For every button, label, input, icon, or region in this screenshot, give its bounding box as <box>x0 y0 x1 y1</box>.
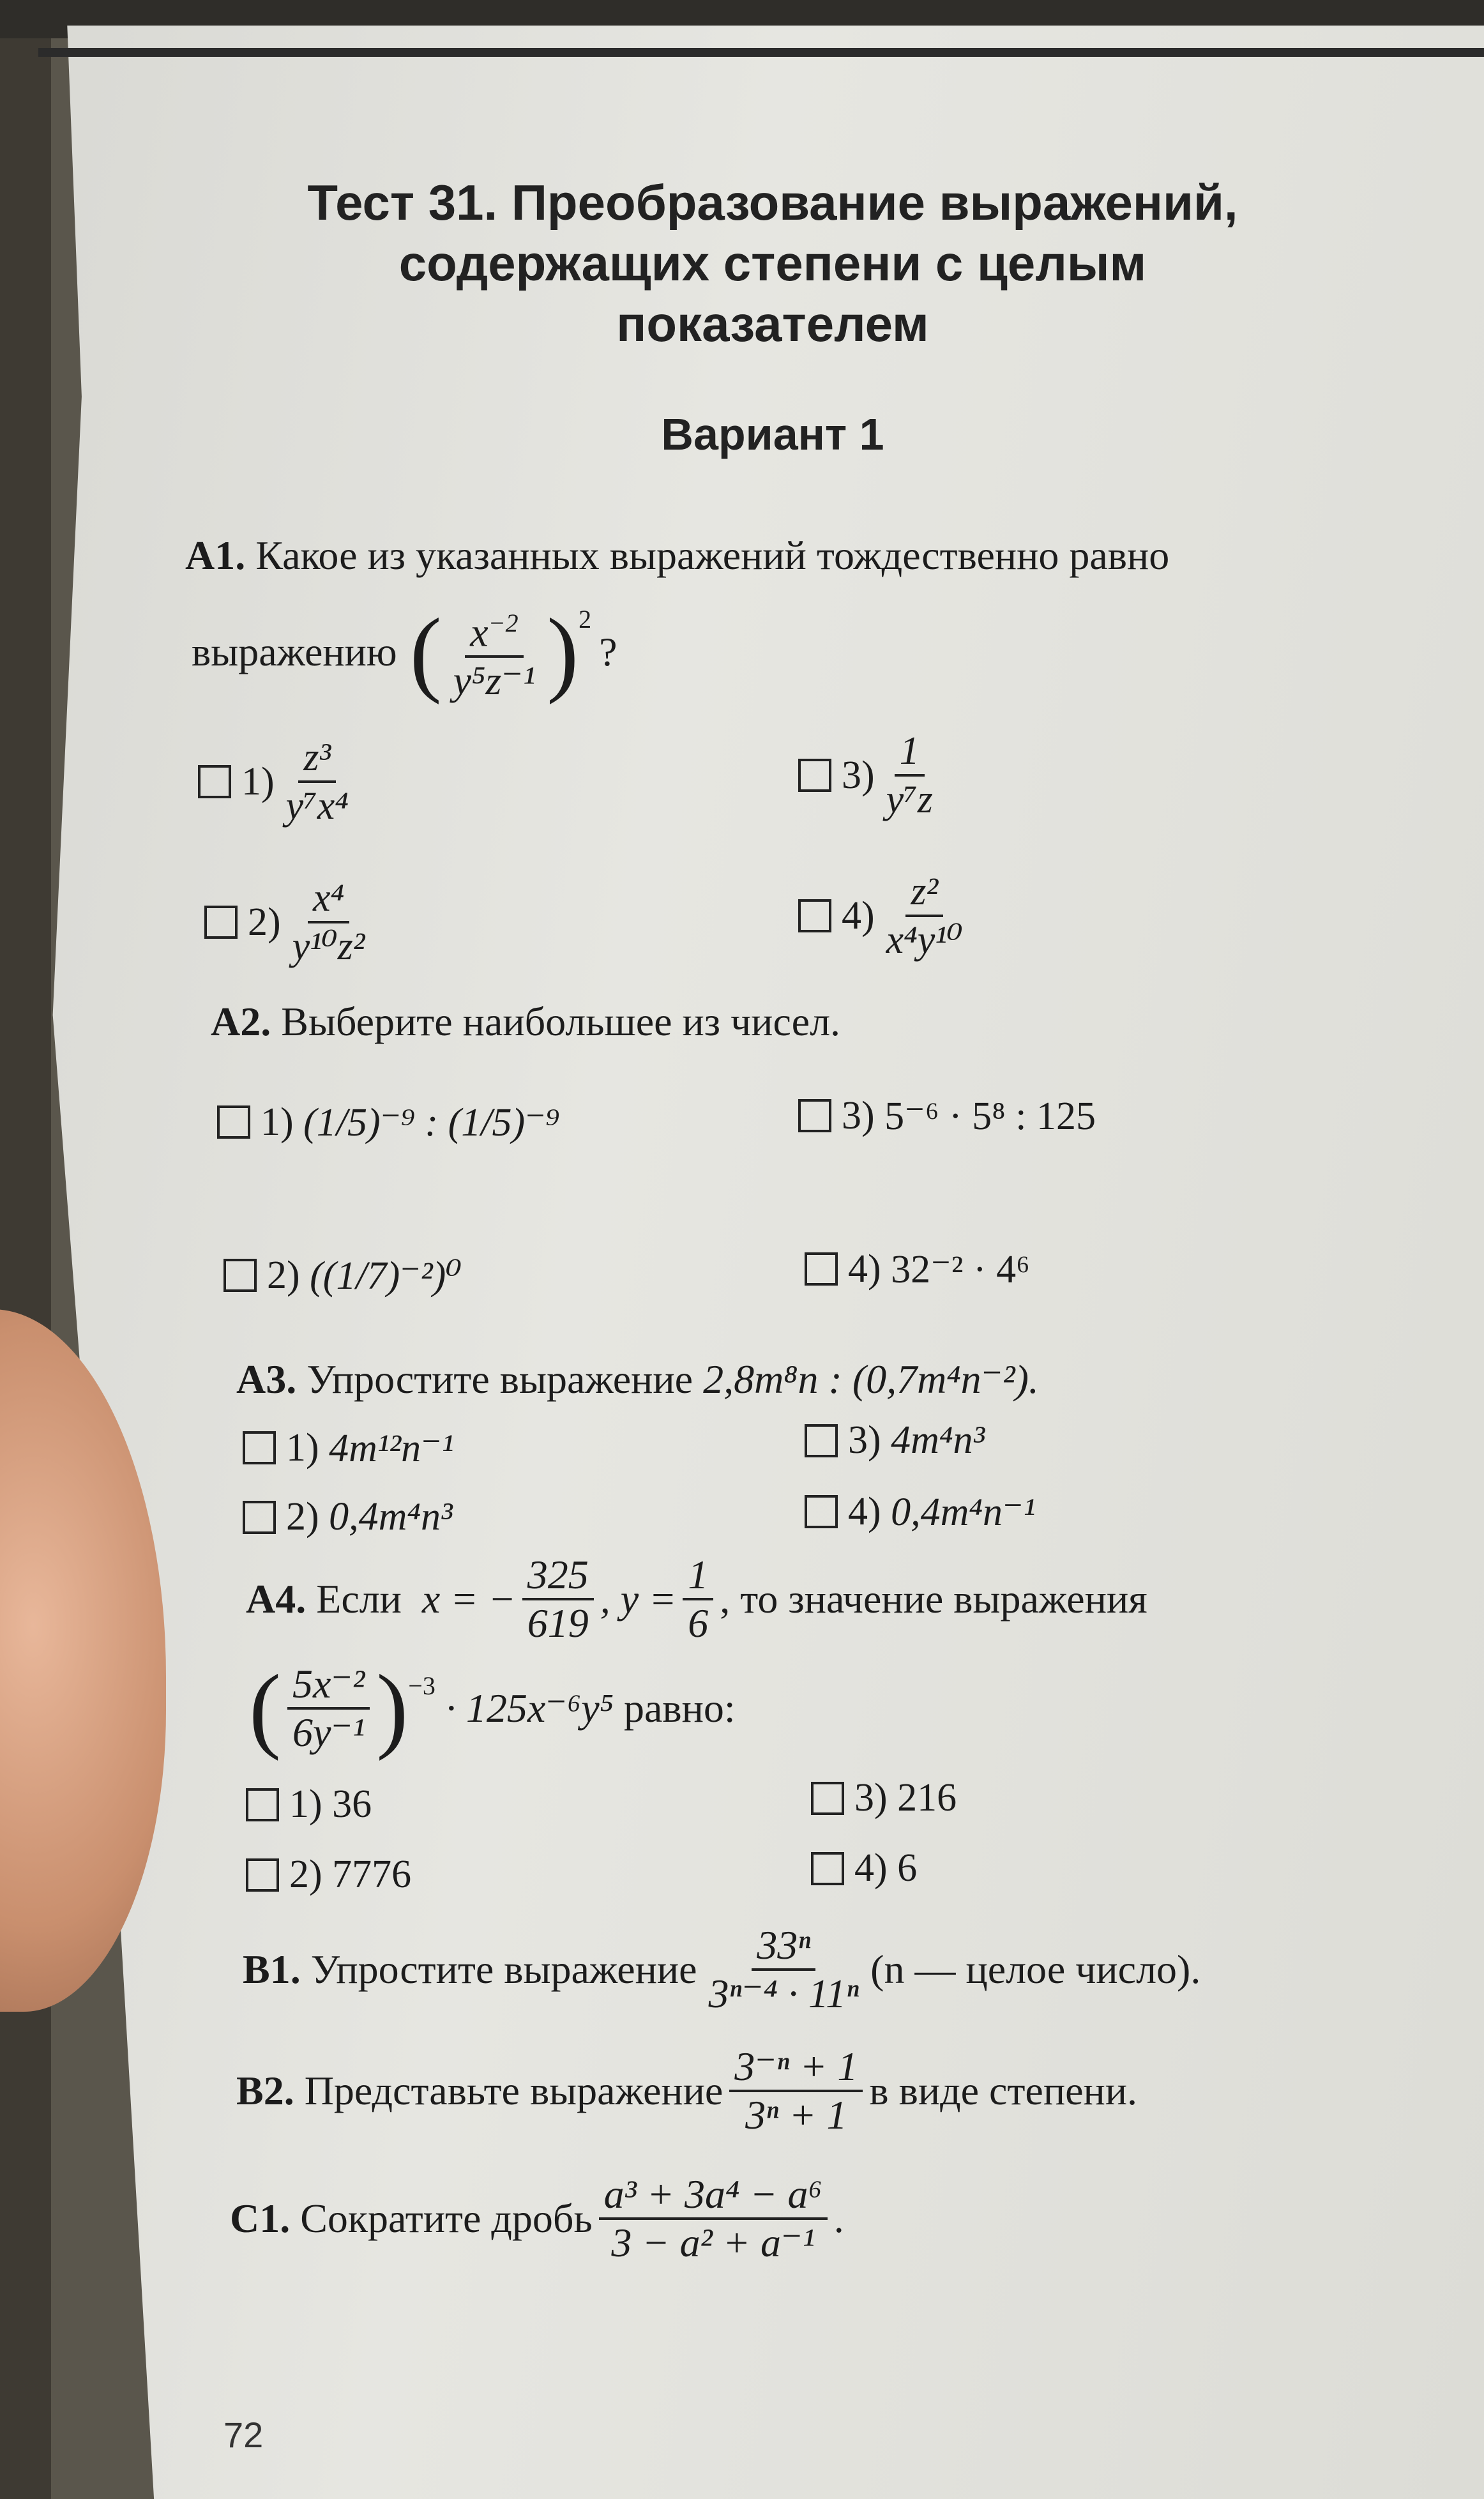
a1-expr-num-exp: −2 <box>488 609 519 637</box>
a4-expr-den: 6y⁻¹ <box>292 1710 365 1755</box>
a1-expression <box>448 600 541 704</box>
a2-option-2[interactable] <box>223 1252 462 1299</box>
option-label: 3) <box>848 1418 881 1462</box>
a1-line-1 <box>185 530 1169 581</box>
a3-option-2[interactable] <box>243 1494 453 1540</box>
option-label: 1) <box>286 1425 319 1470</box>
option-label: 2) <box>248 900 281 944</box>
a4-text-2: , то значение выражения <box>720 1576 1147 1622</box>
b2-frac-den: 3ⁿ + 1 <box>745 2092 847 2138</box>
checkbox[interactable] <box>223 1259 257 1292</box>
option-value: 6 <box>897 1846 918 1890</box>
a2-text: Выберите наибольшее из чисел. <box>281 999 840 1044</box>
option-label: 4) <box>854 1846 888 1890</box>
a4-number: A4. <box>246 1576 307 1622</box>
c1-number: C1. <box>230 2196 291 2241</box>
a4-option-2[interactable] <box>246 1852 411 1897</box>
checkbox[interactable] <box>246 1858 279 1892</box>
checkbox[interactable] <box>805 1495 838 1528</box>
option-expression: 32⁻² · 4⁶ <box>891 1248 1030 1291</box>
a4-text-1: Если <box>316 1576 402 1622</box>
a1-option-2[interactable] <box>204 875 376 969</box>
option-label: 4) <box>848 1247 881 1291</box>
option-expression: 0,4m⁴n⁻¹ <box>891 1491 1036 1534</box>
option-label: 1) <box>261 1100 294 1144</box>
a4-option-3[interactable] <box>811 1775 957 1821</box>
option-label: 1) <box>289 1782 322 1826</box>
variant-heading: Вариант 1 <box>661 409 884 459</box>
a4-option-4[interactable] <box>811 1846 917 1891</box>
a4-text-3: равно: <box>623 1685 736 1731</box>
b1-tail: (n — целое число). <box>870 1947 1201 1992</box>
a4-line-1 <box>246 1552 1147 1646</box>
b1-frac-num: 33ⁿ <box>752 1922 815 1971</box>
option-label: 4) <box>848 1489 881 1533</box>
option-label: 4) <box>842 893 875 938</box>
a1-line-2: выражению ( $\frac{x^{-2}}{\text{y⁵z⁻¹}}$ ) $^2$ ? <box>192 600 617 704</box>
a4-x-den: 619 <box>527 1600 589 1646</box>
option-den: y¹⁰z² <box>292 925 365 968</box>
b1-frac-den: 3ⁿ⁻⁴ · 11ⁿ <box>708 1971 859 2016</box>
a4-y-num: 1 <box>683 1552 713 1600</box>
checkbox[interactable] <box>805 1424 838 1457</box>
a1-option-4[interactable] <box>798 869 974 963</box>
checkbox[interactable] <box>217 1105 250 1139</box>
a1-expr-den: y⁵z⁻¹ <box>453 658 536 704</box>
a1-outer-exp: 2 <box>579 605 592 634</box>
checkbox[interactable] <box>811 1782 844 1815</box>
option-expression: 0,4m⁴n³ <box>329 1495 453 1538</box>
a4-x-label: x = − <box>421 1576 516 1622</box>
option-num: z³ <box>298 734 336 783</box>
option-expression: (1/5)⁻⁹ : (1/5)⁻⁹ <box>303 1101 560 1144</box>
option-expression: 4m⁴n³ <box>891 1418 985 1462</box>
c1-text: Сократите дробь <box>300 2196 593 2241</box>
a3-option-4[interactable] <box>805 1488 1035 1535</box>
checkbox[interactable] <box>246 1788 279 1821</box>
option-label: 3) <box>842 753 875 797</box>
b2-frac-num: 3⁻ⁿ + 1 <box>729 2044 863 2092</box>
option-den: x⁴y¹⁰ <box>886 918 963 962</box>
a1-option-3[interactable] <box>798 728 944 823</box>
c1-frac-num: a³ + 3a⁴ − a⁶ <box>599 2171 828 2220</box>
a2-option-1[interactable] <box>217 1098 559 1146</box>
option-expression: ((1/7)⁻²)⁰ <box>310 1254 462 1298</box>
a1-expr-num: x <box>470 609 488 655</box>
a3-option-3[interactable] <box>805 1418 985 1463</box>
checkbox[interactable] <box>798 1099 831 1132</box>
option-label: 1) <box>241 759 275 803</box>
checkbox[interactable] <box>811 1852 844 1885</box>
a4-y-den: 6 <box>688 1600 709 1646</box>
checkbox[interactable] <box>243 1501 276 1534</box>
b2-line <box>236 2044 1137 2138</box>
c1-tail: . <box>833 2196 844 2241</box>
c1-frac-den: 3 − a² + a⁻¹ <box>611 2220 815 2265</box>
a2-option-3[interactable] <box>798 1092 1096 1139</box>
option-expression: 4m¹²n⁻¹ <box>329 1427 454 1470</box>
option-num: z² <box>905 869 943 917</box>
a4-line-2: ( $\frac{\text{5x⁻²}}{\text{6y⁻¹}}$ ) $^{-3}$ · 125x⁻⁶y⁵ равно: <box>249 1655 736 1761</box>
b2-number: B2. <box>236 2068 294 2113</box>
test-title <box>166 172 1379 354</box>
a3-number: A3. <box>236 1356 297 1402</box>
a2-option-4[interactable] <box>805 1245 1030 1293</box>
b2-tail: в виде степени. <box>869 2068 1137 2113</box>
a1-qmark: ? <box>599 629 617 675</box>
a4-expr-num: 5x⁻² <box>287 1661 370 1710</box>
b2-text: Представьте выражение <box>304 2068 723 2113</box>
checkbox[interactable] <box>243 1431 276 1464</box>
a2-number: A2. <box>211 999 271 1044</box>
a2-line <box>211 996 840 1047</box>
checkbox[interactable] <box>798 899 831 932</box>
title-line-3: показателем <box>616 296 929 352</box>
option-value: 7776 <box>332 1853 412 1896</box>
option-label: 3) <box>842 1093 875 1137</box>
a1-text-1: Какое из указанных выражений тождественно равно <box>255 533 1170 578</box>
option-label: 2) <box>286 1495 319 1538</box>
a4-x-num: 325 <box>522 1552 594 1600</box>
option-label: 2) <box>267 1253 300 1297</box>
option-den: y⁷z <box>886 778 933 821</box>
page-number: 72 <box>223 2415 264 2455</box>
b1-line <box>243 1922 1200 2017</box>
checkbox[interactable] <box>198 765 231 798</box>
checkbox[interactable] <box>204 906 238 939</box>
option-label: 3) <box>854 1776 888 1819</box>
option-expression: 5⁻⁶ · 5⁸ : 125 <box>884 1095 1096 1138</box>
option-num: x⁴ <box>308 875 349 923</box>
a3-line <box>236 1354 1039 1405</box>
a1-option-1[interactable] <box>198 734 360 829</box>
option-value: 216 <box>897 1776 957 1819</box>
title-line-2: содержащих степени с целым <box>398 235 1147 291</box>
a4-option-1[interactable] <box>246 1782 372 1827</box>
b1-number: B1. <box>243 1947 301 1992</box>
a4-expr-exp: −3 <box>408 1671 435 1700</box>
a4-y-label: , y = <box>600 1576 677 1622</box>
option-num: 1 <box>895 728 925 777</box>
title-line-1: Тест 31. Преобразование выражений, <box>307 174 1238 231</box>
a3-expression: 2,8m⁸n : (0,7m⁴n⁻²). <box>703 1356 1039 1402</box>
option-value: 36 <box>332 1782 372 1826</box>
b1-text: Упростите выражение <box>310 1947 697 1992</box>
a4-expr-rest: · 125x⁻⁶y⁵ <box>445 1685 614 1731</box>
a1-number: A1. <box>185 533 246 578</box>
a3-option-1[interactable] <box>243 1424 453 1471</box>
checkbox[interactable] <box>805 1252 838 1286</box>
option-label: 2) <box>289 1853 322 1896</box>
a1-text-2: выражению <box>192 629 397 675</box>
checkbox[interactable] <box>798 759 831 792</box>
option-den: y⁷x⁴ <box>285 784 349 828</box>
c1-line <box>230 2171 844 2266</box>
a3-text: Упростите выражение <box>307 1356 693 1402</box>
